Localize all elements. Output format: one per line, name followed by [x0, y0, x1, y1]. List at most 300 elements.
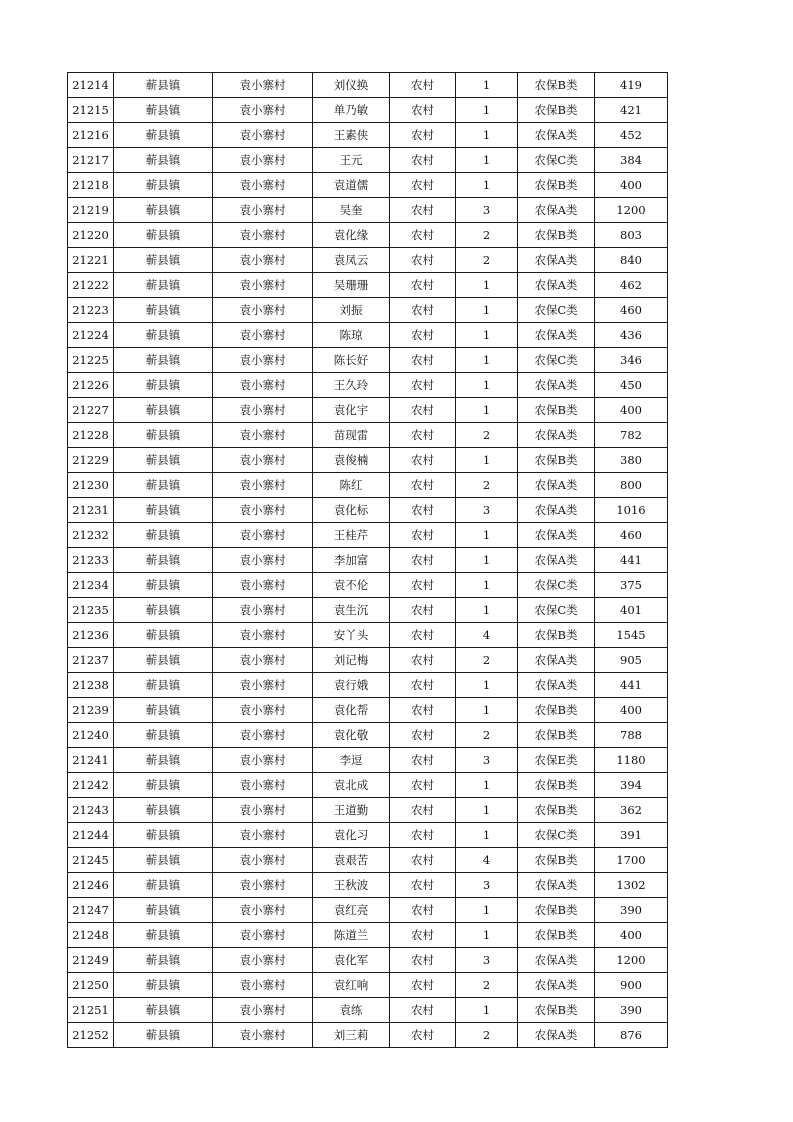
- town-cell: 蕲县镇: [114, 748, 213, 773]
- category-cell: 农保B类: [518, 723, 595, 748]
- record-number-cell: 21226: [68, 373, 114, 398]
- category-cell: 农保A类: [518, 273, 595, 298]
- table-row: [68, 773, 668, 798]
- household-size-cell: 1: [456, 673, 518, 698]
- category-cell: 农保A类: [518, 1023, 595, 1048]
- household-size-cell: 1: [456, 823, 518, 848]
- table-row: [68, 473, 668, 498]
- name-cell: 王秋波: [313, 873, 390, 898]
- town-cell: 蕲县镇: [114, 323, 213, 348]
- table-row: [68, 73, 668, 98]
- town-cell: 蕲县镇: [114, 598, 213, 623]
- category-cell: 农保B类: [518, 73, 595, 98]
- category-cell: 农保C类: [518, 823, 595, 848]
- area-type-cell: 农村: [390, 923, 456, 948]
- village-cell: 袁小寨村: [213, 823, 313, 848]
- village-cell: 袁小寨村: [213, 273, 313, 298]
- household-size-cell: 1: [456, 148, 518, 173]
- name-cell: 陈红: [313, 473, 390, 498]
- table-row: [68, 398, 668, 423]
- area-type-cell: 农村: [390, 748, 456, 773]
- table-row: [68, 898, 668, 923]
- category-cell: 农保A类: [518, 423, 595, 448]
- amount-cell: 1016: [595, 498, 668, 523]
- area-type-cell: 农村: [390, 548, 456, 573]
- category-cell: 农保B类: [518, 923, 595, 948]
- area-type-cell: 农村: [390, 248, 456, 273]
- category-cell: 农保A类: [518, 873, 595, 898]
- town-cell: 蕲县镇: [114, 998, 213, 1023]
- town-cell: 蕲县镇: [114, 248, 213, 273]
- town-cell: 蕲县镇: [114, 948, 213, 973]
- category-cell: 农保A类: [518, 673, 595, 698]
- amount-cell: 460: [595, 298, 668, 323]
- table-row: [68, 448, 668, 473]
- record-number-cell: 21216: [68, 123, 114, 148]
- table-row: [68, 848, 668, 873]
- town-cell: 蕲县镇: [114, 698, 213, 723]
- category-cell: 农保B类: [518, 223, 595, 248]
- village-cell: 袁小寨村: [213, 573, 313, 598]
- area-type-cell: 农村: [390, 998, 456, 1023]
- name-cell: 袁行娥: [313, 673, 390, 698]
- record-number-cell: 21230: [68, 473, 114, 498]
- village-cell: 袁小寨村: [213, 148, 313, 173]
- household-size-cell: 3: [456, 498, 518, 523]
- name-cell: 袁化军: [313, 948, 390, 973]
- category-cell: 农保B类: [518, 398, 595, 423]
- category-cell: 农保B类: [518, 698, 595, 723]
- table-row: [68, 148, 668, 173]
- town-cell: 蕲县镇: [114, 423, 213, 448]
- record-number-cell: 21240: [68, 723, 114, 748]
- area-type-cell: 农村: [390, 948, 456, 973]
- amount-cell: 876: [595, 1023, 668, 1048]
- table-row: [68, 198, 668, 223]
- table-row: [68, 98, 668, 123]
- town-cell: 蕲县镇: [114, 398, 213, 423]
- category-cell: 农保B类: [518, 773, 595, 798]
- amount-cell: 375: [595, 573, 668, 598]
- table-row: [68, 423, 668, 448]
- area-type-cell: 农村: [390, 573, 456, 598]
- table-row: [68, 823, 668, 848]
- name-cell: 袁生沉: [313, 598, 390, 623]
- amount-cell: 441: [595, 548, 668, 573]
- amount-cell: 401: [595, 598, 668, 623]
- amount-cell: 400: [595, 923, 668, 948]
- table-row: [68, 548, 668, 573]
- area-type-cell: 农村: [390, 323, 456, 348]
- category-cell: 农保E类: [518, 748, 595, 773]
- name-cell: 陈长好: [313, 348, 390, 373]
- village-cell: 袁小寨村: [213, 848, 313, 873]
- amount-cell: 390: [595, 998, 668, 1023]
- name-cell: 袁化敬: [313, 723, 390, 748]
- town-cell: 蕲县镇: [114, 798, 213, 823]
- household-size-cell: 1: [456, 373, 518, 398]
- town-cell: 蕲县镇: [114, 373, 213, 398]
- record-number-cell: 21218: [68, 173, 114, 198]
- table-row: [68, 373, 668, 398]
- table-row: [68, 323, 668, 348]
- record-number-cell: 21225: [68, 348, 114, 373]
- record-number-cell: 21231: [68, 498, 114, 523]
- name-cell: 刘振: [313, 298, 390, 323]
- record-number-cell: 21242: [68, 773, 114, 798]
- amount-cell: 441: [595, 673, 668, 698]
- table-row: [68, 173, 668, 198]
- area-type-cell: 农村: [390, 673, 456, 698]
- category-cell: 农保A类: [518, 248, 595, 273]
- name-cell: 苗现雷: [313, 423, 390, 448]
- household-size-cell: 1: [456, 73, 518, 98]
- record-number-cell: 21251: [68, 998, 114, 1023]
- amount-cell: 419: [595, 73, 668, 98]
- town-cell: 蕲县镇: [114, 73, 213, 98]
- record-number-cell: 21248: [68, 923, 114, 948]
- amount-cell: 391: [595, 823, 668, 848]
- village-cell: 袁小寨村: [213, 73, 313, 98]
- household-size-cell: 1: [456, 348, 518, 373]
- household-size-cell: 1: [456, 398, 518, 423]
- record-number-cell: 21249: [68, 948, 114, 973]
- category-cell: 农保A类: [518, 523, 595, 548]
- amount-cell: 1700: [595, 848, 668, 873]
- amount-cell: 1180: [595, 748, 668, 773]
- category-cell: 农保C类: [518, 348, 595, 373]
- village-cell: 袁小寨村: [213, 323, 313, 348]
- category-cell: 农保A类: [518, 373, 595, 398]
- village-cell: 袁小寨村: [213, 248, 313, 273]
- area-type-cell: 农村: [390, 798, 456, 823]
- name-cell: 王元: [313, 148, 390, 173]
- town-cell: 蕲县镇: [114, 98, 213, 123]
- amount-cell: 452: [595, 123, 668, 148]
- amount-cell: 400: [595, 698, 668, 723]
- category-cell: 农保A类: [518, 648, 595, 673]
- amount-cell: 460: [595, 523, 668, 548]
- table-row: [68, 748, 668, 773]
- amount-cell: 800: [595, 473, 668, 498]
- name-cell: 陈琼: [313, 323, 390, 348]
- amount-cell: 362: [595, 798, 668, 823]
- name-cell: 刘记梅: [313, 648, 390, 673]
- area-type-cell: 农村: [390, 648, 456, 673]
- name-cell: 袁北成: [313, 773, 390, 798]
- household-size-cell: 2: [456, 248, 518, 273]
- name-cell: 吴奎: [313, 198, 390, 223]
- category-cell: 农保B类: [518, 173, 595, 198]
- village-cell: 袁小寨村: [213, 648, 313, 673]
- town-cell: 蕲县镇: [114, 1023, 213, 1048]
- amount-cell: 1302: [595, 873, 668, 898]
- village-cell: 袁小寨村: [213, 998, 313, 1023]
- table-row: [68, 798, 668, 823]
- category-cell: 农保B类: [518, 448, 595, 473]
- area-type-cell: 农村: [390, 373, 456, 398]
- household-size-cell: 1: [456, 98, 518, 123]
- household-size-cell: 1: [456, 448, 518, 473]
- village-cell: 袁小寨村: [213, 398, 313, 423]
- category-cell: 农保A类: [518, 973, 595, 998]
- amount-cell: 400: [595, 398, 668, 423]
- name-cell: 袁红响: [313, 973, 390, 998]
- area-type-cell: 农村: [390, 498, 456, 523]
- record-number-cell: 21222: [68, 273, 114, 298]
- amount-cell: 384: [595, 148, 668, 173]
- name-cell: 袁化标: [313, 498, 390, 523]
- amount-cell: 436: [595, 323, 668, 348]
- table-row: [68, 648, 668, 673]
- category-cell: 农保B类: [518, 898, 595, 923]
- record-number-cell: 21237: [68, 648, 114, 673]
- village-cell: 袁小寨村: [213, 723, 313, 748]
- record-number-cell: 21236: [68, 623, 114, 648]
- table-row: [68, 123, 668, 148]
- town-cell: 蕲县镇: [114, 573, 213, 598]
- area-type-cell: 农村: [390, 198, 456, 223]
- area-type-cell: 农村: [390, 623, 456, 648]
- town-cell: 蕲县镇: [114, 723, 213, 748]
- record-number-cell: 21215: [68, 98, 114, 123]
- village-cell: 袁小寨村: [213, 948, 313, 973]
- table-row: [68, 673, 668, 698]
- household-size-cell: 4: [456, 848, 518, 873]
- category-cell: 农保C类: [518, 148, 595, 173]
- record-number-cell: 21239: [68, 698, 114, 723]
- amount-cell: 782: [595, 423, 668, 448]
- amount-cell: 394: [595, 773, 668, 798]
- town-cell: 蕲县镇: [114, 498, 213, 523]
- amount-cell: 390: [595, 898, 668, 923]
- town-cell: 蕲县镇: [114, 673, 213, 698]
- name-cell: 袁艰苦: [313, 848, 390, 873]
- village-cell: 袁小寨村: [213, 798, 313, 823]
- town-cell: 蕲县镇: [114, 273, 213, 298]
- category-cell: 农保A类: [518, 498, 595, 523]
- table-row: [68, 623, 668, 648]
- village-cell: 袁小寨村: [213, 198, 313, 223]
- name-cell: 袁化习: [313, 823, 390, 848]
- record-number-cell: 21246: [68, 873, 114, 898]
- village-cell: 袁小寨村: [213, 598, 313, 623]
- village-cell: 袁小寨村: [213, 473, 313, 498]
- area-type-cell: 农村: [390, 173, 456, 198]
- household-size-cell: 1: [456, 173, 518, 198]
- record-number-cell: 21228: [68, 423, 114, 448]
- village-cell: 袁小寨村: [213, 373, 313, 398]
- village-cell: 袁小寨村: [213, 523, 313, 548]
- amount-cell: 900: [595, 973, 668, 998]
- town-cell: 蕲县镇: [114, 148, 213, 173]
- table-row: [68, 923, 668, 948]
- household-size-cell: 1: [456, 998, 518, 1023]
- data-table: [67, 72, 668, 1048]
- village-cell: 袁小寨村: [213, 123, 313, 148]
- name-cell: 袁化帮: [313, 698, 390, 723]
- name-cell: 吴珊珊: [313, 273, 390, 298]
- record-number-cell: 21245: [68, 848, 114, 873]
- household-size-cell: 1: [456, 123, 518, 148]
- town-cell: 蕲县镇: [114, 923, 213, 948]
- category-cell: 农保B类: [518, 848, 595, 873]
- name-cell: 王桂芹: [313, 523, 390, 548]
- household-size-cell: 1: [456, 298, 518, 323]
- name-cell: 袁红亮: [313, 898, 390, 923]
- table-row: [68, 948, 668, 973]
- record-number-cell: 21241: [68, 748, 114, 773]
- town-cell: 蕲县镇: [114, 773, 213, 798]
- town-cell: 蕲县镇: [114, 873, 213, 898]
- amount-cell: 803: [595, 223, 668, 248]
- village-cell: 袁小寨村: [213, 773, 313, 798]
- record-number-cell: 21224: [68, 323, 114, 348]
- household-size-cell: 1: [456, 573, 518, 598]
- area-type-cell: 农村: [390, 98, 456, 123]
- name-cell: 袁道儒: [313, 173, 390, 198]
- area-type-cell: 农村: [390, 898, 456, 923]
- amount-cell: 840: [595, 248, 668, 273]
- area-type-cell: 农村: [390, 423, 456, 448]
- town-cell: 蕲县镇: [114, 223, 213, 248]
- amount-cell: 788: [595, 723, 668, 748]
- name-cell: 王道勤: [313, 798, 390, 823]
- category-cell: 农保A类: [518, 123, 595, 148]
- table-row: [68, 1023, 668, 1048]
- table-row: [68, 723, 668, 748]
- village-cell: 袁小寨村: [213, 98, 313, 123]
- town-cell: 蕲县镇: [114, 823, 213, 848]
- category-cell: 农保A类: [518, 323, 595, 348]
- household-size-cell: 3: [456, 198, 518, 223]
- record-number-cell: 21250: [68, 973, 114, 998]
- household-size-cell: 1: [456, 273, 518, 298]
- village-cell: 袁小寨村: [213, 623, 313, 648]
- town-cell: 蕲县镇: [114, 348, 213, 373]
- record-number-cell: 21233: [68, 548, 114, 573]
- table-row: [68, 498, 668, 523]
- town-cell: 蕲县镇: [114, 298, 213, 323]
- table-row: [68, 573, 668, 598]
- name-cell: 刘仪换: [313, 73, 390, 98]
- area-type-cell: 农村: [390, 848, 456, 873]
- town-cell: 蕲县镇: [114, 448, 213, 473]
- area-type-cell: 农村: [390, 698, 456, 723]
- category-cell: 农保B类: [518, 623, 595, 648]
- record-number-cell: 21227: [68, 398, 114, 423]
- amount-cell: 380: [595, 448, 668, 473]
- category-cell: 农保B类: [518, 798, 595, 823]
- household-size-cell: 2: [456, 648, 518, 673]
- area-type-cell: 农村: [390, 773, 456, 798]
- area-type-cell: 农村: [390, 448, 456, 473]
- village-cell: 袁小寨村: [213, 348, 313, 373]
- household-size-cell: 1: [456, 598, 518, 623]
- village-cell: 袁小寨村: [213, 498, 313, 523]
- household-size-cell: 1: [456, 548, 518, 573]
- table-row: [68, 298, 668, 323]
- household-size-cell: 2: [456, 973, 518, 998]
- village-cell: 袁小寨村: [213, 173, 313, 198]
- amount-cell: 450: [595, 373, 668, 398]
- household-size-cell: 1: [456, 698, 518, 723]
- table-row: [68, 598, 668, 623]
- name-cell: 袁化缘: [313, 223, 390, 248]
- record-number-cell: 21238: [68, 673, 114, 698]
- area-type-cell: 农村: [390, 473, 456, 498]
- town-cell: 蕲县镇: [114, 123, 213, 148]
- village-cell: 袁小寨村: [213, 923, 313, 948]
- town-cell: 蕲县镇: [114, 473, 213, 498]
- table-row: [68, 273, 668, 298]
- record-number-cell: 21221: [68, 248, 114, 273]
- record-number-cell: 21247: [68, 898, 114, 923]
- name-cell: 李加富: [313, 548, 390, 573]
- name-cell: 袁凤云: [313, 248, 390, 273]
- village-cell: 袁小寨村: [213, 748, 313, 773]
- area-type-cell: 农村: [390, 298, 456, 323]
- table-row: [68, 998, 668, 1023]
- table-row: [68, 248, 668, 273]
- category-cell: 农保C类: [518, 573, 595, 598]
- village-cell: 袁小寨村: [213, 423, 313, 448]
- table-row: [68, 348, 668, 373]
- village-cell: 袁小寨村: [213, 548, 313, 573]
- village-cell: 袁小寨村: [213, 298, 313, 323]
- record-number-cell: 21244: [68, 823, 114, 848]
- area-type-cell: 农村: [390, 348, 456, 373]
- area-type-cell: 农村: [390, 123, 456, 148]
- village-cell: 袁小寨村: [213, 973, 313, 998]
- amount-cell: 1200: [595, 948, 668, 973]
- record-number-cell: 21217: [68, 148, 114, 173]
- amount-cell: 462: [595, 273, 668, 298]
- household-size-cell: 4: [456, 623, 518, 648]
- village-cell: 袁小寨村: [213, 673, 313, 698]
- village-cell: 袁小寨村: [213, 698, 313, 723]
- record-number-cell: 21214: [68, 73, 114, 98]
- category-cell: 农保B类: [518, 98, 595, 123]
- amount-cell: 346: [595, 348, 668, 373]
- table-row: [68, 973, 668, 998]
- household-size-cell: 2: [456, 1023, 518, 1048]
- household-size-cell: 3: [456, 873, 518, 898]
- area-type-cell: 农村: [390, 973, 456, 998]
- record-number-cell: 21235: [68, 598, 114, 623]
- household-size-cell: 1: [456, 898, 518, 923]
- town-cell: 蕲县镇: [114, 848, 213, 873]
- table-row: [68, 523, 668, 548]
- area-type-cell: 农村: [390, 823, 456, 848]
- name-cell: 李逗: [313, 748, 390, 773]
- household-size-cell: 1: [456, 923, 518, 948]
- household-size-cell: 2: [456, 223, 518, 248]
- area-type-cell: 农村: [390, 273, 456, 298]
- amount-cell: 905: [595, 648, 668, 673]
- record-number-cell: 21220: [68, 223, 114, 248]
- town-cell: 蕲县镇: [114, 523, 213, 548]
- record-number-cell: 21232: [68, 523, 114, 548]
- name-cell: 安丫头: [313, 623, 390, 648]
- household-size-cell: 1: [456, 773, 518, 798]
- record-number-cell: 21252: [68, 1023, 114, 1048]
- village-cell: 袁小寨村: [213, 898, 313, 923]
- town-cell: 蕲县镇: [114, 648, 213, 673]
- area-type-cell: 农村: [390, 723, 456, 748]
- household-size-cell: 2: [456, 423, 518, 448]
- household-size-cell: 2: [456, 473, 518, 498]
